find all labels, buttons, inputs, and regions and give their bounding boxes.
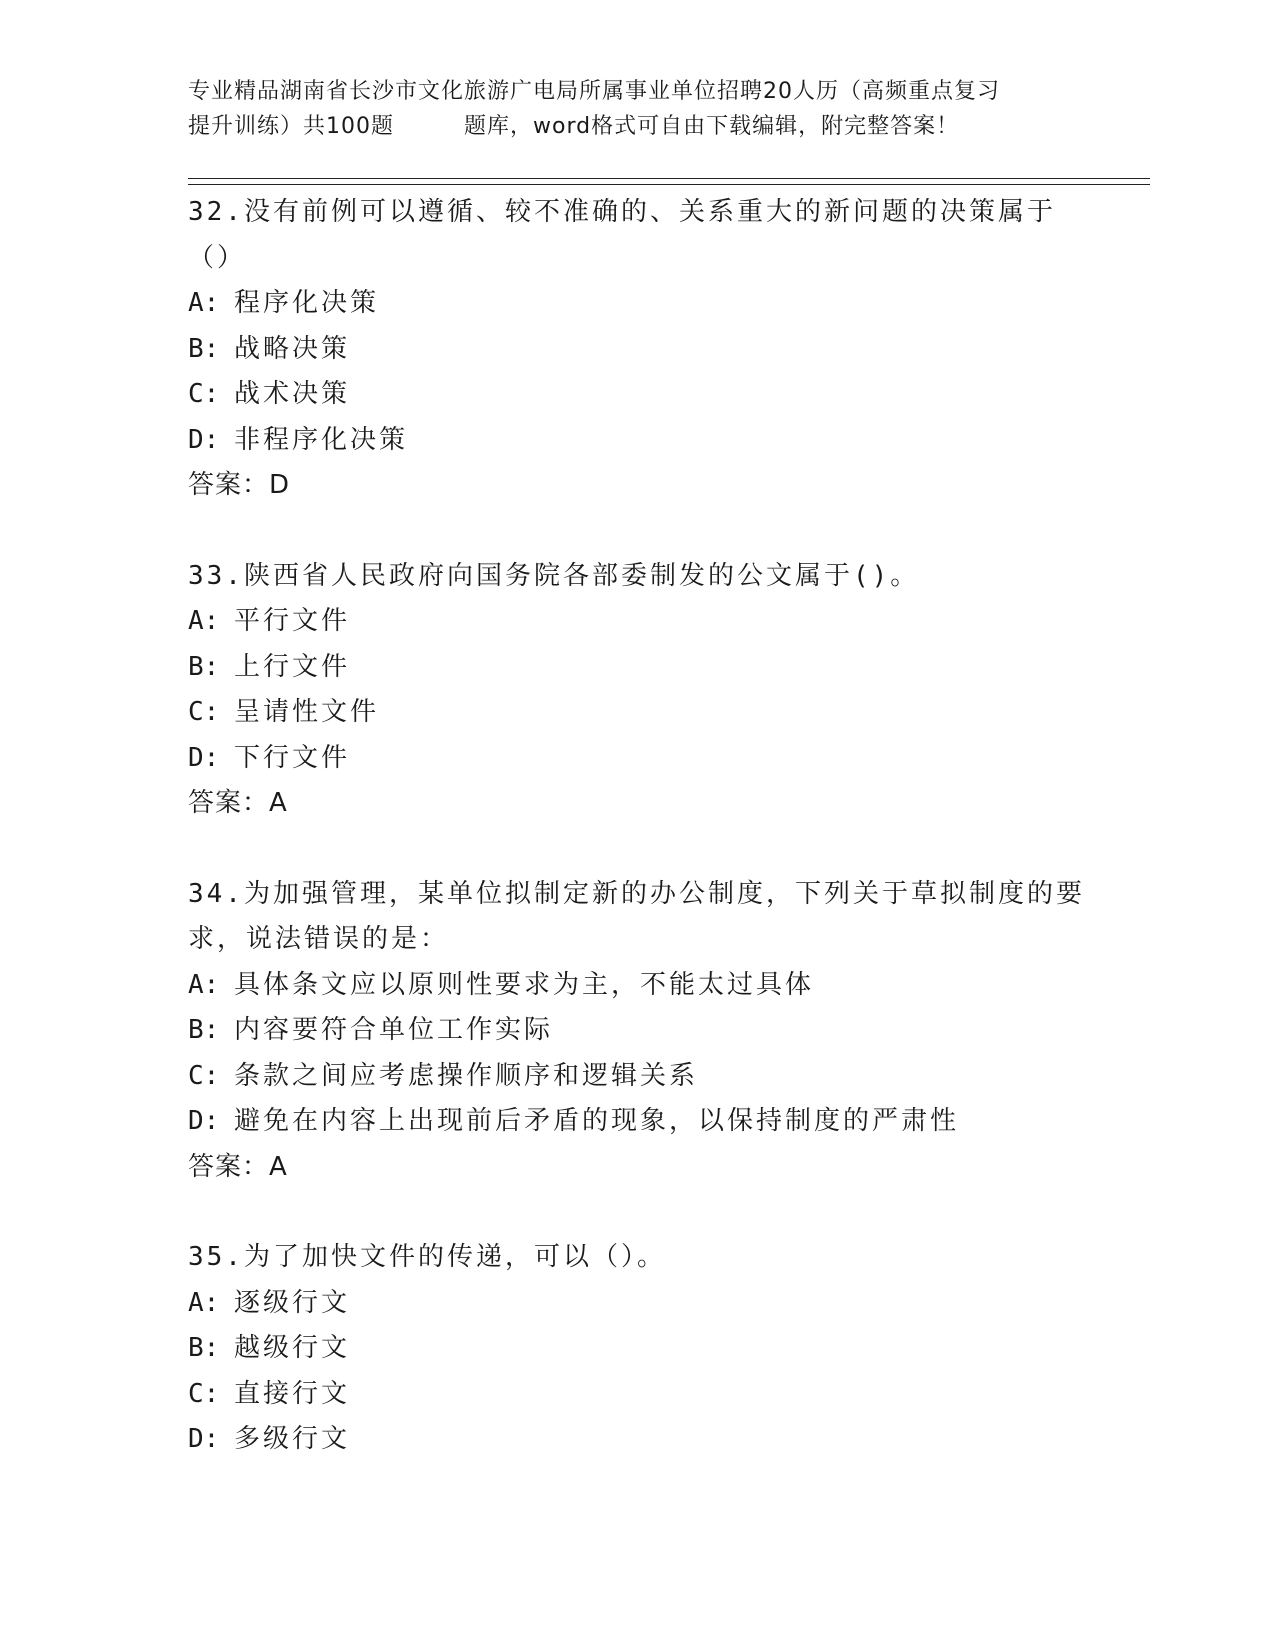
option-text: 平行文件 [234, 606, 351, 636]
option-c [188, 690, 1088, 736]
option-key: B: [188, 333, 220, 364]
option-c [188, 372, 1088, 418]
option-b [188, 645, 1088, 691]
option-text: 非程序化决策 [234, 424, 409, 455]
option-key: A: [188, 288, 220, 318]
question-text: 33.陕西省人民政府向国务院各部委制发的公文属于()。 [188, 560, 920, 591]
header-rule-top [188, 178, 1150, 179]
option-key: C: [188, 1060, 220, 1091]
option-key: B: [188, 1333, 220, 1363]
option-text: 多级行文 [234, 1424, 351, 1454]
option-text: 上行文件 [234, 651, 351, 682]
option-key: D: [188, 742, 220, 773]
header-line-2-part-2: 题库，word格式可自由下载编辑，附完整答案！ [464, 114, 960, 139]
option-key: A: [188, 1287, 220, 1318]
question-text: 35.为了加快文件的传递，可以（）。 [188, 1242, 666, 1272]
option-text: 呈请性文件 [234, 697, 380, 727]
option-c [188, 1372, 1088, 1418]
header-rule-bottom [188, 184, 1150, 185]
option-text: 直接行文 [234, 1378, 351, 1409]
answer-line: 答案：D [188, 470, 291, 500]
option-key: B: [188, 651, 220, 682]
option-text: 条款之间应考虑操作顺序和逻辑关系 [234, 1060, 699, 1091]
option-text: 程序化决策 [234, 288, 380, 318]
question-35 [188, 1235, 1088, 1463]
option-text: 越级行文 [234, 1333, 351, 1363]
option-key: D: [188, 424, 220, 455]
option-a [188, 599, 1088, 645]
option-key: C: [188, 1378, 220, 1409]
header-line-2-part-1: 提升训练）共100题 [188, 114, 394, 139]
header-line-2 [188, 109, 1088, 144]
option-text: 战略决策 [234, 333, 351, 364]
option-b [188, 1008, 1088, 1054]
question-text: 34.为加强管理，某单位拟制定新的办公制度，下列关于草拟制度的要求，说法错误的是： [188, 878, 1085, 954]
option-key: C: [188, 697, 220, 727]
option-a [188, 281, 1088, 327]
option-d [188, 736, 1088, 782]
option-key: D: [188, 1106, 220, 1136]
option-key: A: [188, 606, 220, 636]
option-a [188, 1281, 1088, 1327]
question-34 [188, 872, 1088, 1191]
option-d [188, 418, 1088, 464]
option-b [188, 327, 1088, 373]
option-key: A: [188, 969, 220, 1000]
header-line-1: 专业精品湖南省长沙市文化旅游广电局所属事业单位招聘20人历（高频重点复习 [188, 79, 1000, 104]
answer-line: 答案：A [188, 788, 288, 818]
option-text: 逐级行文 [234, 1287, 351, 1318]
option-d [188, 1417, 1088, 1463]
option-text: 内容要符合单位工作实际 [234, 1015, 554, 1045]
question-list [188, 190, 1088, 1508]
option-c [188, 1054, 1088, 1100]
option-text: 下行文件 [234, 742, 351, 773]
option-text: 避免在内容上出现前后矛盾的现象，以保持制度的严肃性 [234, 1106, 960, 1136]
page-header [188, 74, 1088, 144]
question-32 [188, 190, 1088, 509]
option-key: C: [188, 379, 220, 409]
option-text: 战术决策 [234, 379, 351, 409]
option-b [188, 1326, 1088, 1372]
option-key: B: [188, 1015, 220, 1045]
option-d [188, 1099, 1088, 1145]
option-text: 具体条文应以原则性要求为主，不能太过具体 [234, 969, 815, 1000]
option-key: D: [188, 1424, 220, 1454]
question-33 [188, 554, 1088, 827]
option-a [188, 963, 1088, 1009]
answer-line: 答案：A [188, 1151, 288, 1182]
question-text: 32.没有前例可以遵循、较不准确的、关系重大的新问题的决策属于（） [188, 197, 1056, 273]
